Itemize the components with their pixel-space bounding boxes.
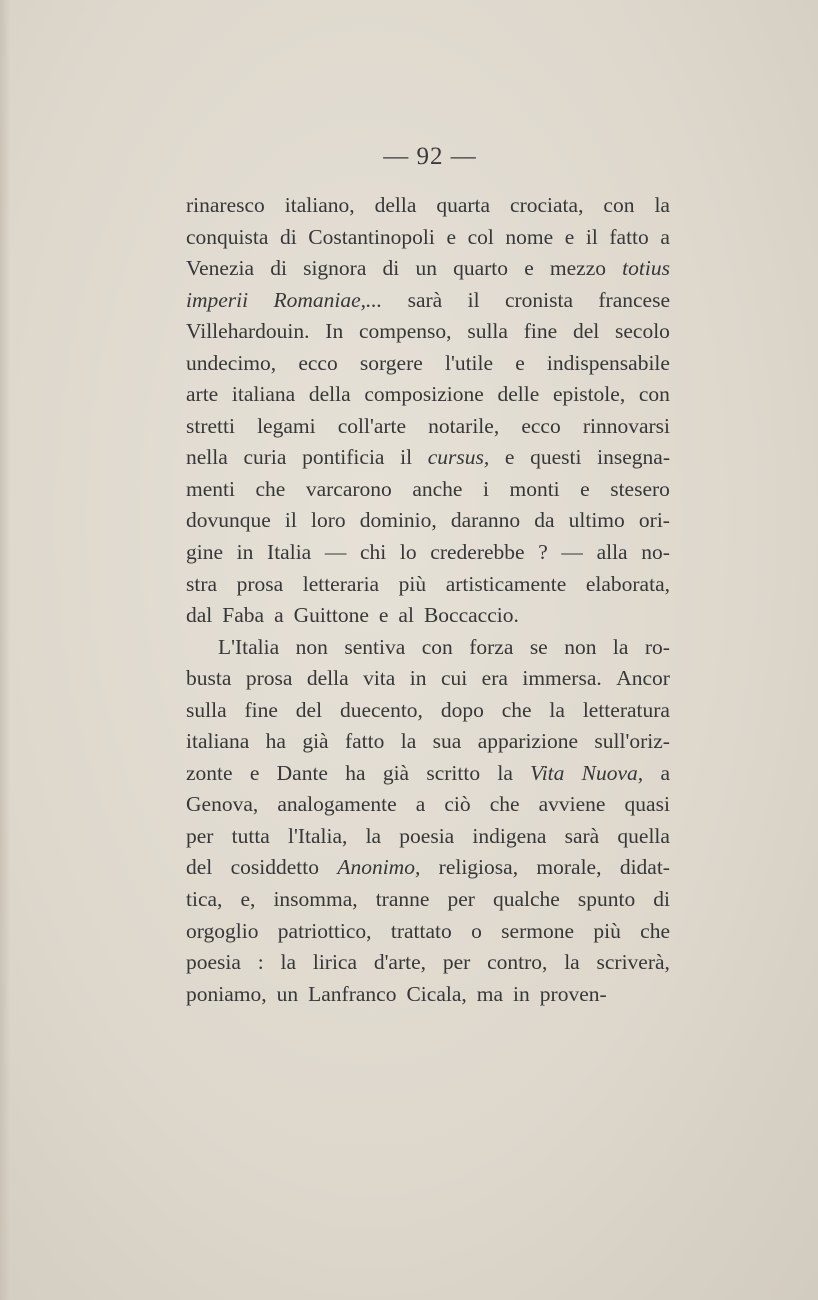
word: dominio,	[359, 508, 437, 533]
word: letteratura	[582, 697, 670, 722]
word: Ancor	[616, 666, 670, 691]
word: —	[324, 540, 347, 565]
body-text	[186, 190, 670, 1010]
word: francese	[598, 287, 670, 312]
word: ciò	[444, 792, 471, 817]
word: quarta	[436, 193, 491, 217]
word: didat-	[619, 855, 670, 880]
word: stra	[186, 571, 218, 596]
word: di	[279, 224, 297, 249]
word: la	[365, 823, 382, 848]
word: contro,	[487, 950, 548, 975]
word: insegna-	[597, 445, 670, 470]
word: Italia	[267, 540, 312, 565]
word: ultimo	[568, 508, 625, 533]
word: prosa	[245, 666, 293, 691]
word: duecento,	[339, 697, 423, 722]
word: al	[398, 603, 414, 628]
word: del	[186, 855, 213, 880]
text-line	[186, 884, 670, 916]
word: scriverà,	[596, 950, 670, 975]
word: con	[638, 382, 670, 407]
word: compenso,	[358, 319, 452, 344]
word: ori-	[638, 508, 670, 533]
word: la	[564, 950, 580, 975]
word: in	[236, 540, 254, 565]
word: già	[302, 729, 329, 754]
word: stretti	[186, 413, 235, 438]
word: apparizione	[477, 729, 578, 754]
word: no-	[641, 540, 670, 565]
word: per	[442, 950, 471, 975]
text-line	[186, 632, 670, 664]
word: non	[295, 634, 328, 659]
word: Venezia	[186, 256, 255, 281]
word: e	[515, 350, 525, 375]
word: rinnovarsi	[582, 413, 670, 438]
word: elaborata,	[585, 571, 670, 596]
word: anche	[412, 476, 463, 501]
word: orgoglio	[186, 918, 259, 943]
word: di	[382, 256, 400, 281]
word: il	[585, 224, 598, 249]
word: delle	[497, 382, 540, 407]
word: fatto	[609, 224, 649, 249]
word: sull'oriz-	[594, 729, 670, 754]
word: Boccaccio.	[423, 603, 519, 628]
text-line	[186, 569, 670, 601]
word: signora	[303, 256, 367, 281]
word: con	[603, 193, 635, 217]
word: immersa.	[522, 666, 602, 691]
word: e	[524, 256, 534, 281]
text-line	[186, 537, 670, 569]
word: lo	[399, 540, 417, 565]
italic-word: Romaniae,...	[273, 287, 383, 312]
text-line	[186, 947, 670, 979]
text-line	[186, 852, 670, 884]
text-line	[186, 316, 670, 348]
word: religiosa,	[438, 855, 519, 880]
page-number: — 92 —	[383, 143, 477, 170]
word: i	[482, 476, 489, 501]
word: dal	[186, 603, 213, 628]
word: scritto	[426, 760, 481, 785]
text-line	[186, 411, 670, 443]
word: di	[653, 887, 670, 912]
word: busta	[186, 666, 232, 691]
text-line	[186, 663, 670, 695]
word: varcarono	[305, 476, 392, 501]
word: epistole,	[552, 382, 626, 407]
word: fatto	[344, 729, 385, 754]
italic-word: Nuova,	[581, 760, 644, 785]
word: italiano,	[284, 193, 355, 217]
word: daranno	[450, 508, 521, 533]
word: avviene	[538, 792, 606, 817]
word: da	[534, 508, 555, 533]
text-line	[186, 505, 670, 537]
italic-word: Anonimo,	[337, 855, 421, 880]
word: forza	[469, 634, 514, 659]
word: legami	[257, 413, 316, 438]
word: ha	[265, 729, 286, 754]
word: a	[274, 603, 284, 628]
word: la	[549, 697, 565, 722]
word: nome	[505, 224, 554, 249]
word: undecimo,	[186, 350, 277, 375]
word: e	[378, 603, 389, 628]
word: quarto	[453, 256, 509, 281]
word: ?	[538, 540, 548, 565]
word: italiana	[231, 382, 296, 407]
word: del	[295, 697, 323, 722]
word: tutta	[231, 823, 270, 848]
text-line	[186, 916, 670, 948]
word: sulla	[186, 697, 227, 722]
word: stesero	[610, 476, 670, 501]
word: in	[513, 981, 530, 1006]
word: zonte	[186, 760, 233, 785]
word: :	[257, 950, 264, 975]
word: vita	[363, 666, 396, 691]
text-line	[186, 821, 670, 853]
word: rinaresco	[186, 193, 265, 217]
text-line	[186, 789, 670, 821]
word: fine	[244, 697, 278, 722]
word: sarà	[564, 823, 600, 848]
word: la	[612, 634, 629, 659]
word: per	[186, 823, 214, 848]
word: In	[325, 319, 344, 344]
word: mezzo	[549, 256, 606, 281]
word: lirica	[312, 950, 358, 975]
text-line	[186, 442, 670, 474]
word: ha	[345, 760, 366, 785]
word: per	[447, 887, 475, 912]
word: loro	[310, 508, 346, 533]
word: ecco	[521, 413, 561, 438]
word: a	[660, 224, 670, 249]
word: fine	[523, 319, 558, 344]
word: morale,	[536, 855, 602, 880]
word: la	[280, 950, 297, 975]
text-line	[186, 979, 670, 1011]
word: Genova,	[186, 792, 259, 817]
word: Lanfranco	[308, 981, 397, 1006]
word: Villehardouin.	[186, 319, 310, 344]
word: non	[564, 634, 597, 659]
text-line	[186, 190, 670, 222]
word: coll'arte	[337, 413, 407, 438]
word: crociata,	[510, 193, 584, 217]
word: il	[400, 445, 413, 470]
word: sulla	[467, 319, 508, 344]
word: quella	[617, 823, 670, 848]
word: o	[471, 918, 482, 943]
word: la	[654, 193, 670, 217]
word: insomma,	[273, 887, 358, 912]
word: Costantinopoli	[308, 224, 435, 249]
word: ecco	[298, 350, 338, 375]
word: composizione	[364, 382, 484, 407]
text-line	[186, 253, 670, 285]
word: d'arte,	[373, 950, 427, 975]
word: analogamente	[277, 792, 397, 817]
word: del	[572, 319, 600, 344]
word: sua	[432, 729, 462, 754]
word: poniamo,	[186, 981, 267, 1006]
word: proven-	[539, 981, 607, 1006]
word: prosa	[236, 571, 284, 596]
word: il	[284, 508, 297, 533]
word: patriottico,	[277, 918, 372, 943]
word: notarile,	[428, 413, 500, 438]
word: e,	[240, 887, 256, 912]
page-binding-shadow	[0, 0, 10, 1300]
word: italiana	[186, 729, 250, 754]
word: tica,	[186, 887, 223, 912]
word: a	[415, 792, 426, 817]
word: trattato	[390, 918, 452, 943]
text-line	[186, 600, 670, 632]
word: questi	[530, 445, 582, 470]
text-line	[186, 285, 670, 317]
word: un	[415, 256, 437, 281]
word: Cicala,	[406, 981, 467, 1006]
word: già	[382, 760, 410, 785]
word: gine	[186, 540, 224, 565]
word: menti	[186, 476, 235, 501]
word: della	[374, 193, 417, 217]
word: sorgere	[359, 350, 423, 375]
word: Guittone	[293, 603, 369, 628]
word: della	[308, 382, 351, 407]
text-line	[186, 758, 670, 790]
text-line	[186, 474, 670, 506]
word: il	[467, 287, 480, 312]
word: tranne	[375, 887, 430, 912]
word: ro-	[644, 634, 670, 659]
word: e	[249, 760, 260, 785]
word: più	[398, 571, 427, 596]
word: curia	[243, 445, 287, 470]
word: che	[501, 697, 532, 722]
word: L'Italia	[218, 634, 280, 659]
word: monti	[509, 476, 560, 501]
word: l'utile	[444, 350, 494, 375]
word: col	[467, 224, 494, 249]
word: a	[660, 760, 670, 785]
text-line	[186, 348, 670, 380]
word: la	[497, 760, 513, 785]
word: cronista	[504, 287, 573, 312]
word: sentiva	[344, 634, 406, 659]
word: ma	[476, 981, 504, 1006]
word: Faba	[222, 603, 265, 628]
word: l'Italia,	[288, 823, 348, 848]
italic-word: cursus,	[427, 445, 490, 470]
word: e	[504, 445, 515, 470]
word: che	[489, 792, 520, 817]
word: alla	[596, 540, 628, 565]
word: sermone	[501, 918, 575, 943]
word: che	[640, 918, 670, 943]
word: in	[409, 666, 427, 691]
word: —	[561, 540, 583, 565]
word: letteraria	[302, 571, 380, 596]
word: e	[446, 224, 456, 249]
word: con	[421, 634, 453, 659]
word: di	[270, 256, 287, 281]
word: era	[481, 666, 508, 691]
word: secolo	[615, 319, 670, 344]
word: e	[580, 476, 590, 501]
word: Dante	[276, 760, 328, 785]
word: un	[276, 981, 299, 1006]
word: poesia	[399, 823, 455, 848]
text-line	[186, 222, 670, 254]
word: e	[564, 224, 575, 249]
word: conquista	[186, 224, 269, 249]
word: arte	[186, 382, 219, 407]
word: chi	[360, 540, 387, 565]
word: della	[306, 666, 349, 691]
word: spunto	[577, 887, 636, 912]
word: dovunque	[186, 508, 271, 533]
word: indigena	[472, 823, 547, 848]
word: più	[593, 918, 621, 943]
text-line	[186, 379, 670, 411]
word: sarà	[407, 287, 443, 312]
word: cui	[440, 666, 468, 691]
text-line	[186, 695, 670, 727]
word: nella	[186, 445, 228, 470]
italic-word: totius	[622, 256, 670, 281]
word: se	[529, 634, 548, 659]
italic-word: imperii	[186, 287, 249, 312]
word: artisticamente	[445, 571, 567, 596]
word: la	[400, 729, 417, 754]
word: che	[255, 476, 286, 501]
word: cosiddetto	[230, 855, 319, 880]
word: crederebbe	[430, 540, 525, 565]
word: indispensabile	[546, 350, 670, 375]
word: quasi	[624, 792, 670, 817]
word: pontificia	[302, 445, 385, 470]
word: poesia	[186, 950, 241, 975]
word: qualche	[492, 887, 560, 912]
word: dopo	[440, 697, 484, 722]
text-line	[186, 726, 670, 758]
italic-word: Vita	[530, 760, 565, 785]
